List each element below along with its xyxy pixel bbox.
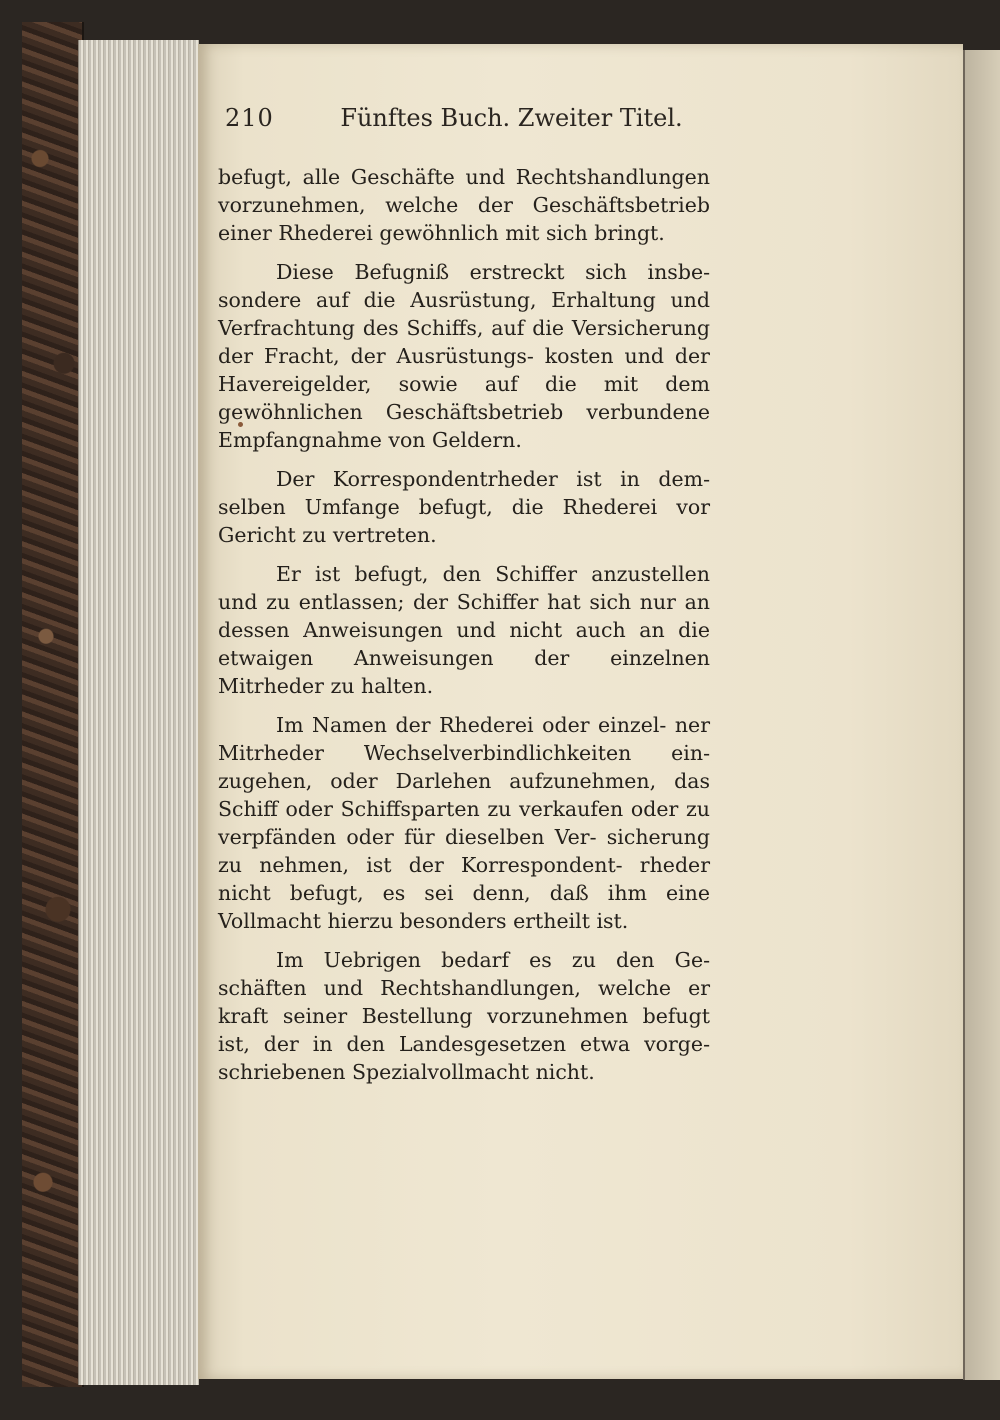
paragraph: Im Uebrigen bedarf es zu den Ge- schäften und Rechtshandlungen, welche er kraft seiner Bestellung vorzunehmen befugt ist, der in den Landesgesetzen etwa vorge- schriebenen Spezialvollmacht nicht.: [218, 947, 710, 1085]
body-text: [218, 163, 710, 1097]
paragraph: Der Korrespondentrheder ist in dem- selben Umfange befugt, die Rhederei vor Gericht zu vertreten.: [218, 466, 710, 548]
page-edges: [78, 40, 199, 1385]
facing-page-edge: [963, 50, 1000, 1380]
paragraph: Diese Befugniß erstreckt sich insbe- sondere auf die Ausrüstung, Erhaltung und Verfrachtung des Schiffs, auf die Versicherung der Fracht, der Ausrüstungs- kosten und der Havereigelder, sowie auf die mit dem gewöhnlichen Geschäftsbetrieb verbundene Empfangnahme von Geldern.: [218, 259, 710, 453]
paragraph: befugt, alle Geschäfte und Rechtshandlungen vorzunehmen, welche der Geschäftsbetrieb einer Rhederei gewöhnlich mit sich bringt.: [218, 165, 710, 246]
running-title: Fünftes Buch. Zweiter Titel.: [340, 104, 683, 132]
page-number: 210: [225, 104, 274, 132]
marbled-cover: [22, 22, 84, 1387]
paragraph: Im Namen der Rhederei oder einzel- ner Mitrheder Wechselverbindlichkeiten ein- zugehen, oder Darlehen aufzunehmen, das Schiff oder Schiffsparten zu verkaufen oder zu verpfänden oder für dieselben Ver- sicherung zu nehmen, ist der Korrespondent- rheder nicht befugt, es sei denn, daß ihm eine Vollmacht hierzu besonders ertheilt ist.: [218, 712, 710, 934]
page-header: [225, 104, 710, 134]
paragraph: Er ist befugt, den Schiffer anzustellen und zu entlassen; der Schiffer hat sich nur an dessen Anweisungen und nicht auch an die etwaigen Anweisungen der einzelnen Mitrheder zu halten.: [218, 561, 710, 699]
